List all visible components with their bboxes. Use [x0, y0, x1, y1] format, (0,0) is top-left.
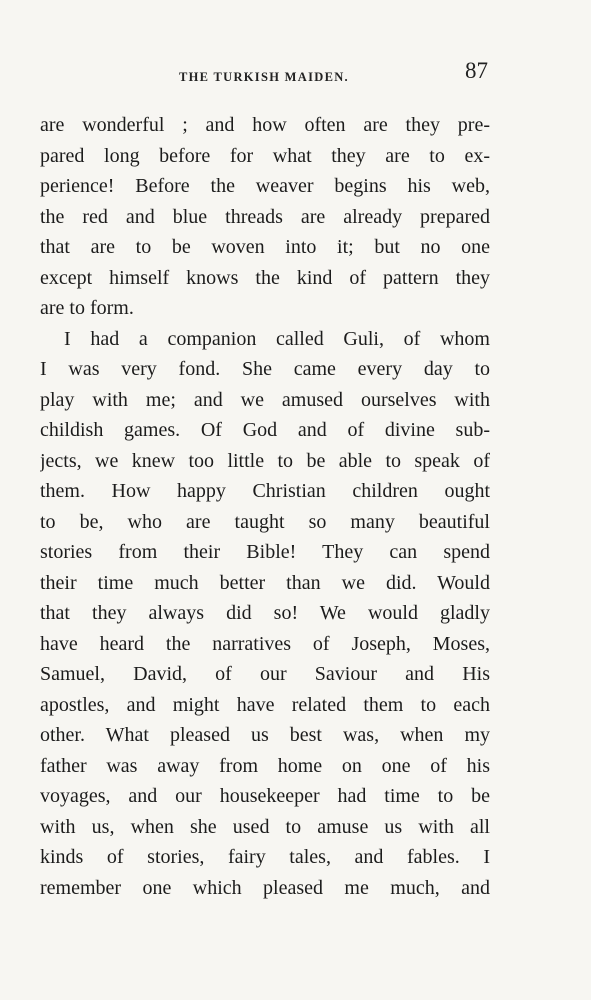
text-line: have heard the narratives of Joseph, Moses,: [40, 632, 490, 655]
text-line: their time much better than we did. Would: [40, 571, 490, 594]
text-line: them. How happy Christian children ought: [40, 480, 490, 502]
text-line: the red and blue threads are already prepared: [40, 205, 490, 228]
text-line: play with me; and we amused ourselves with: [40, 388, 490, 411]
text-line: kinds of stories, fairy tales, and fables. I: [40, 846, 490, 868]
text-line: stories from their Bible! They can spend: [40, 541, 490, 563]
text-line: jects, we knew too little to be able to speak of: [40, 449, 490, 472]
text-line: that they always did so! We would gladly: [40, 602, 490, 624]
text-line: with us, when she used to amuse us with all: [40, 815, 490, 838]
running-title: THE TURKISH MAIDEN.: [179, 70, 349, 84]
text-line: that are to be woven into it; but no one: [40, 236, 490, 258]
text-line: to be, who are taught so many beautiful: [40, 510, 490, 533]
text-line: I had a companion called Guli, of whom: [64, 327, 490, 350]
text-line: perience! Before the weaver begins his web,: [40, 175, 490, 197]
running-head: [40, 58, 488, 92]
text-line: remember one which pleased me much, and: [40, 876, 490, 899]
text-line: apostles, and might have related them to each: [40, 693, 490, 716]
body-text: [40, 110, 490, 903]
page-number: 87: [465, 58, 488, 83]
text-line: father was away from home on one of his: [40, 754, 490, 777]
text-line: voyages, and our housekeeper had time to be: [40, 785, 490, 807]
text-line: are to form.: [40, 297, 134, 319]
text-line: except himself knows the kind of pattern they: [40, 266, 490, 289]
text-line: Samuel, David, of our Saviour and His: [40, 663, 490, 685]
text-line: other. What pleased us best was, when my: [40, 724, 490, 746]
text-line: I was very fond. She came every day to: [40, 358, 490, 380]
text-line: are wonderful ; and how often are they pre-: [40, 114, 490, 136]
text-line: pared long before for what they are to ex-: [40, 144, 490, 167]
text-line: childish games. Of God and of divine sub-: [40, 419, 490, 441]
